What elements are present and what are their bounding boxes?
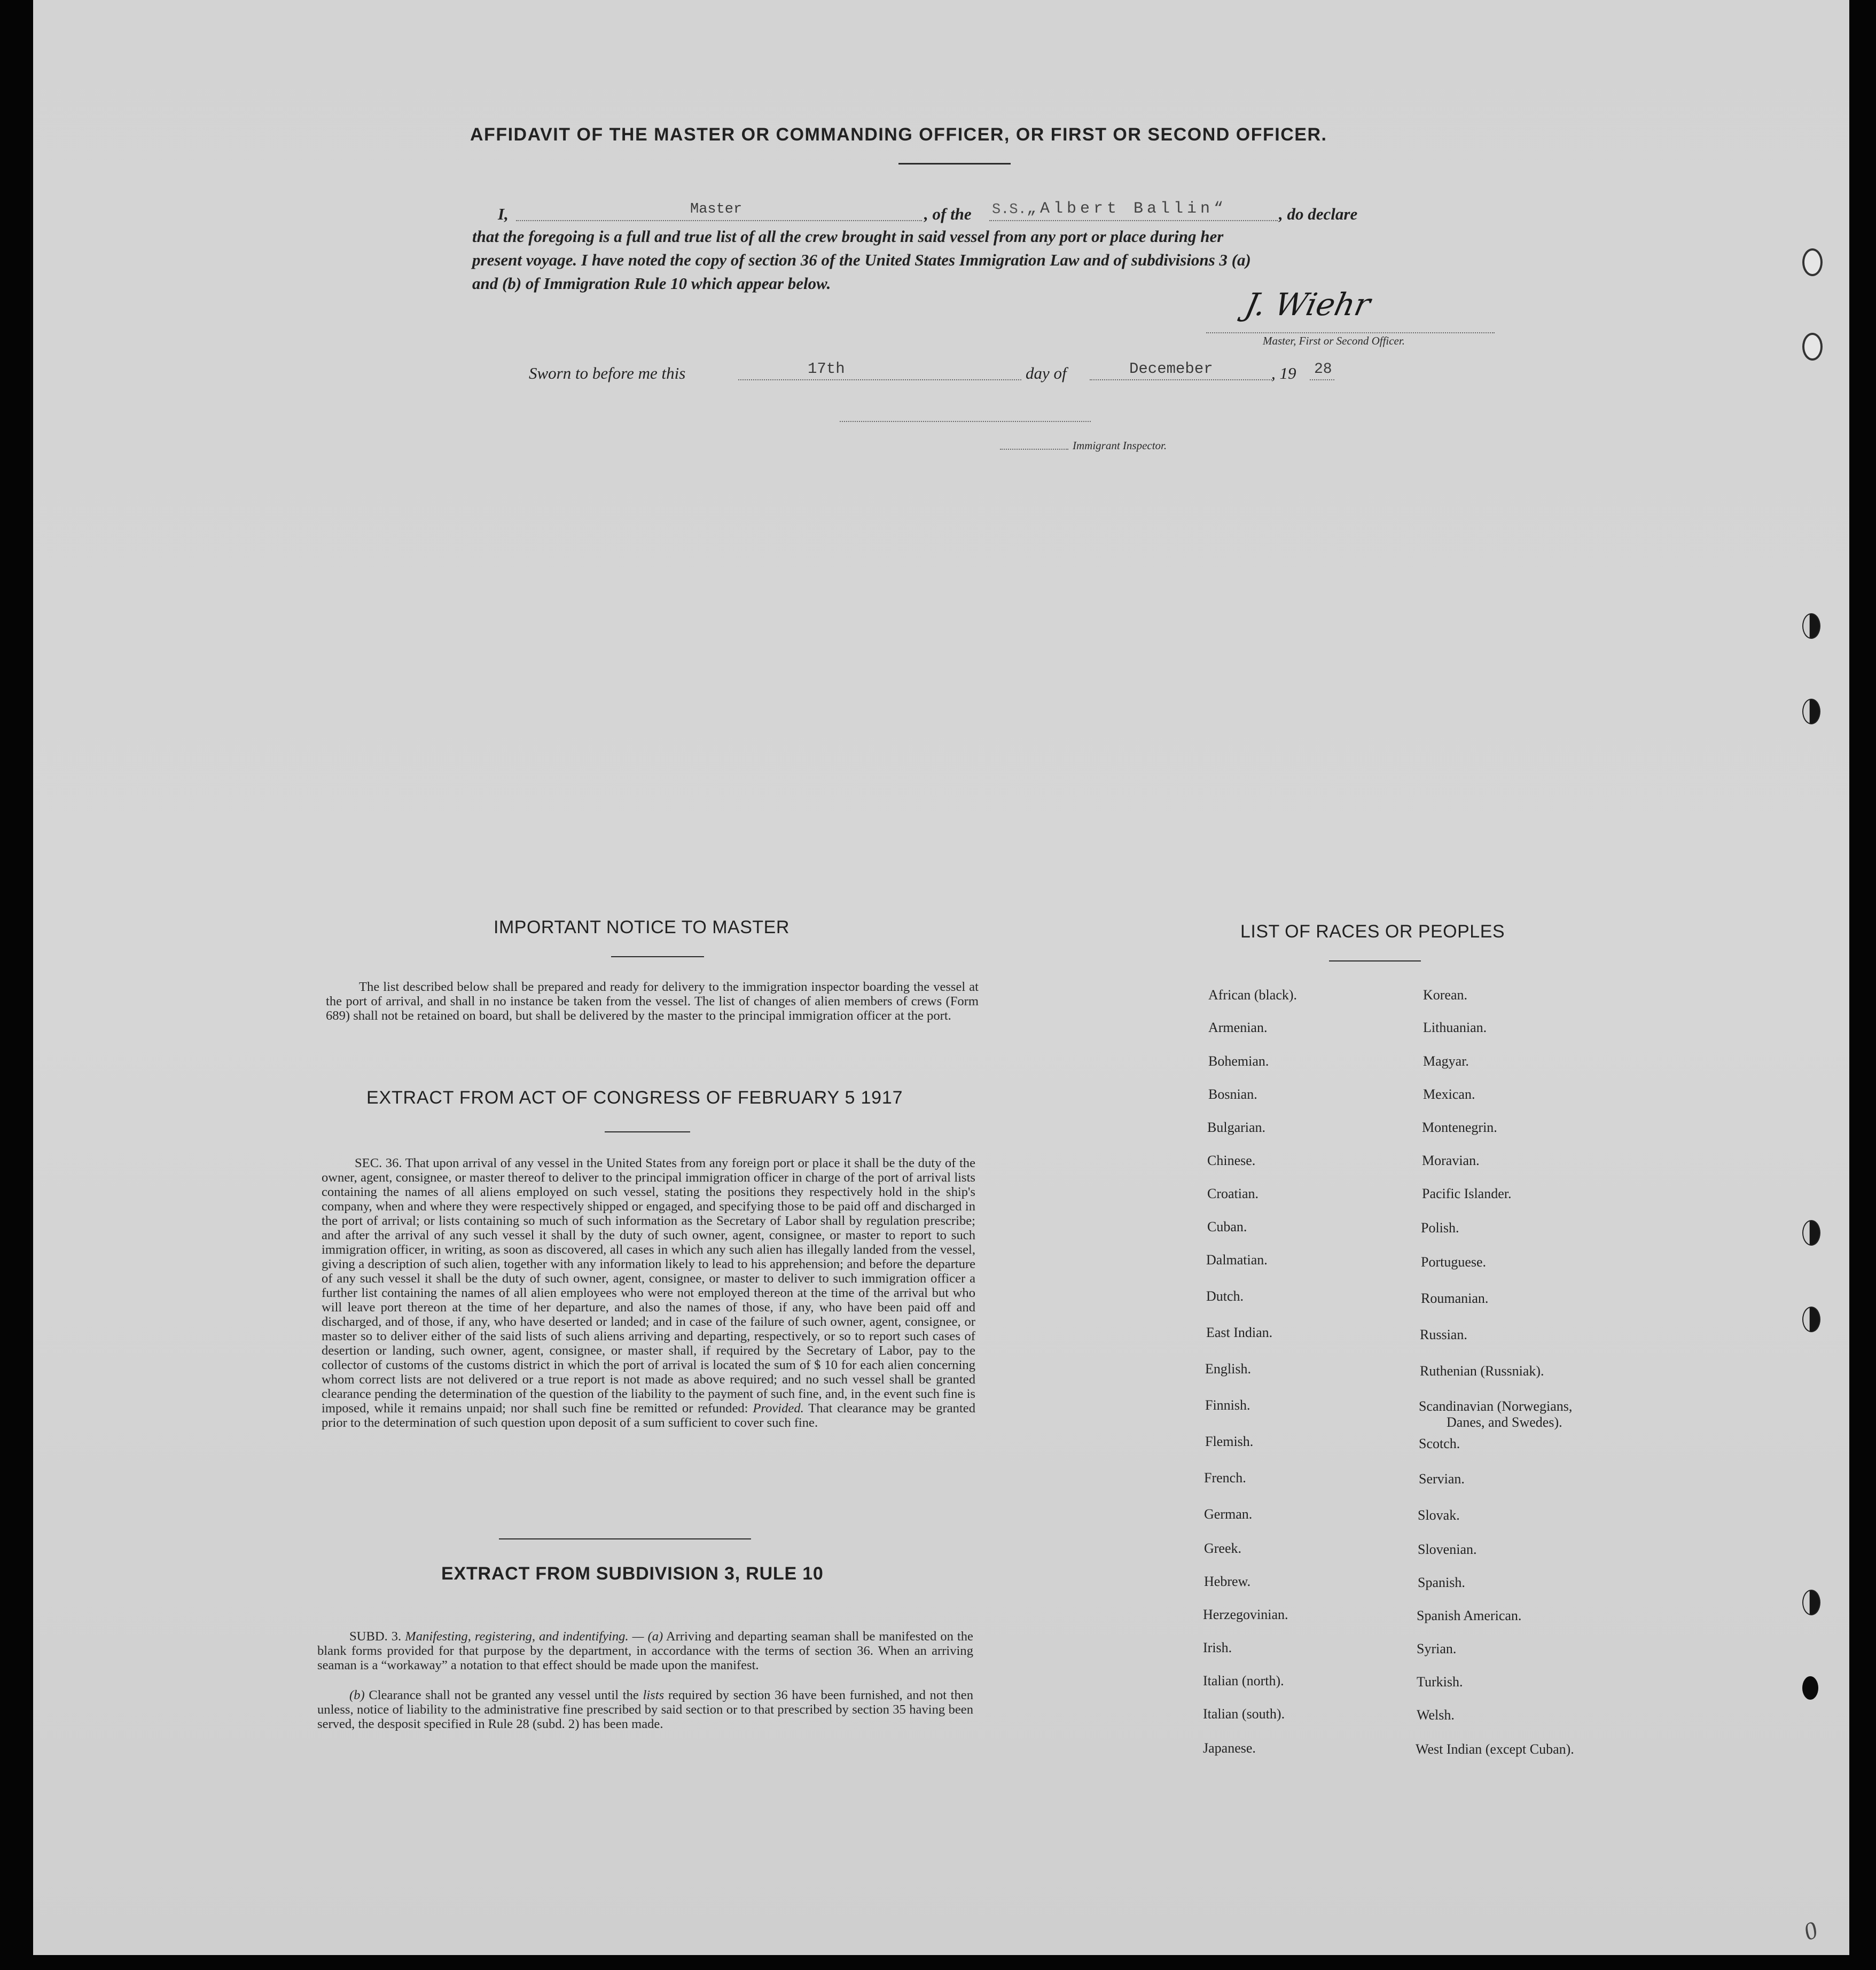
race-item: Spanish. [1418, 1575, 1465, 1590]
rule-subd-heading: Manifesting, registering, and indentifying. [405, 1629, 629, 1644]
rule-subd-b-label: (b) [349, 1688, 365, 1702]
punch-hole-icon [1802, 613, 1820, 639]
rule-subd-b-text-1: Clearance shall not be granted any vessel until the [369, 1688, 639, 1702]
race-item: Servian. [1419, 1471, 1465, 1487]
sworn-day-line [738, 379, 1021, 380]
of-the-label: , of the [924, 205, 972, 223]
punch-hole-icon [1802, 333, 1823, 361]
race-item: Bohemian. [1208, 1053, 1269, 1069]
race-item: Scandinavian (Norwegians, [1419, 1398, 1573, 1414]
race-item: Ruthenian (Russniak). [1420, 1363, 1544, 1379]
race-item: Armenian. [1208, 1020, 1268, 1035]
master-name-line [516, 220, 922, 221]
rule-subd-a-paragraph [317, 1629, 973, 1672]
do-declare-label: , do declare [1279, 205, 1358, 223]
rule-subd-a-text: Arriving and departing seaman shall be manifested on the blank forms provided for that purpose by the department, in accordance with the terms of section 36. When an arriving seaman is a “workaway” a notation to that effect should be made upon the manifest. [317, 1629, 973, 1672]
affidavit-body-line-2: present voyage. I have noted the copy of section 36 of the United States Immigration Law and of subdivisions 3 (a) [472, 251, 1251, 269]
race-item: Hebrew. [1204, 1574, 1251, 1589]
signature-line [1206, 332, 1495, 333]
notice-title: IMPORTANT NOTICE TO MASTER [494, 917, 790, 937]
affidavit-title-rule [898, 163, 1011, 165]
affidavit-title: AFFIDAVIT OF THE MASTER OR COMMANDING OFFICER, OR FIRST OR SECOND OFFICER. [470, 124, 1327, 145]
race-item: Pacific Islander. [1422, 1186, 1512, 1201]
race-item: Portuguese. [1421, 1254, 1487, 1270]
race-item: West Indian (except Cuban). [1416, 1741, 1574, 1757]
year-prefix-label: , 19 [1271, 364, 1296, 382]
punch-hole-icon [1802, 1307, 1820, 1332]
affidavit-body-line-1: that the foregoing is a full and true list of all the crew brought in said vessel from any port or place during her [472, 227, 1224, 246]
master-role-field: Master [690, 201, 742, 217]
race-item: Turkish. [1417, 1674, 1463, 1690]
act-extract-title-rule [605, 1131, 690, 1132]
race-item: Syrian. [1417, 1641, 1457, 1656]
race-item: Welsh. [1417, 1707, 1455, 1723]
race-item: Slovak. [1418, 1507, 1460, 1523]
notice-text: The list described below shall be prepared and ready for delivery to the immigration inspector boarding the vessel at the port of arrival, and shall in no instance be taken from the vessel. The list of changes of alien members of crews (Form 689) shall not be retained on board, but shall be delivered by the master to the principal immigration officer at the port. [326, 980, 979, 1023]
master-signature: J. Wiehr [1241, 286, 1374, 323]
race-item: Scotch. [1419, 1436, 1460, 1451]
act-section-36-text-end: That clearance may be granted prior to the determination of such question upon deposit of a sum sufficient to cover such fine. [322, 1401, 975, 1430]
race-item: Croatian. [1207, 1186, 1259, 1201]
race-item: Greek. [1204, 1541, 1242, 1556]
affidavit-body-line-3: and (b) of Immigration Rule 10 which appear below. [472, 274, 831, 293]
punch-hole-icon [1802, 1676, 1818, 1700]
race-item: Danes, and Swedes). [1447, 1414, 1562, 1430]
notice-title-rule [611, 956, 704, 957]
punch-hole-icon [1802, 699, 1820, 724]
ship-prefix-field: S.S. [992, 202, 1027, 218]
race-item: Montenegrin. [1422, 1120, 1497, 1135]
race-item: Cuban. [1207, 1219, 1247, 1234]
inspector-caption: Immigrant Inspector. [1073, 439, 1167, 452]
race-item: Russian. [1420, 1327, 1467, 1342]
race-item: Dutch. [1206, 1288, 1244, 1304]
race-item: African (black). [1208, 987, 1297, 1003]
races-title-rule [1329, 960, 1421, 961]
rule-subd-b-paragraph [317, 1688, 973, 1731]
punch-hole-icon [1802, 1590, 1820, 1615]
year-suffix-field: 28 [1314, 361, 1332, 378]
document-page [33, 0, 1849, 1955]
rule-extract-title: EXTRACT FROM SUBDIVISION 3, RULE 10 [441, 1564, 824, 1584]
rule-subd-b-lists: lists [643, 1688, 665, 1702]
rule-subd-a-label: — (a) [632, 1629, 663, 1644]
race-item: Chinese. [1207, 1153, 1256, 1168]
sworn-day-field: 17th [808, 360, 845, 378]
race-item: Irish. [1203, 1640, 1232, 1655]
race-item: East Indian. [1206, 1325, 1273, 1340]
race-item: Spanish American. [1417, 1608, 1522, 1623]
race-item: Finnish. [1205, 1397, 1250, 1413]
race-item: Herzegovinian. [1203, 1607, 1288, 1622]
sworn-month-field: Decemeber [1129, 360, 1213, 378]
race-item: German. [1204, 1506, 1253, 1522]
race-item: Korean. [1423, 987, 1468, 1003]
rule-subd-label: SUBD. 3. [349, 1629, 402, 1644]
inspector-line [1000, 449, 1068, 450]
act-extract-title: EXTRACT FROM ACT OF CONGRESS OF FEBRUARY 5 1917 [366, 1088, 903, 1108]
race-item: Magyar. [1423, 1053, 1469, 1069]
race-item: Slovenian. [1418, 1542, 1477, 1557]
corner-handwritten-mark: 0 [1800, 1916, 1822, 1946]
rule-subd-b-text-2: required by section 36 have been furnished, and not then unless, notice of liability to the administrative fine prescribed by said section or to that prescribed by section 35 having been served, the desposit specified in Rule 28 (subd. 2) has been made. [317, 1688, 974, 1731]
ship-name-field: „Albert Ballin“ [1027, 200, 1228, 218]
race-item: Polish. [1421, 1220, 1459, 1236]
sworn-month-line [1090, 379, 1274, 380]
race-item: Italian (south). [1203, 1706, 1285, 1722]
punch-hole-icon [1802, 1220, 1820, 1246]
act-section-36-text: SEC. 36. That upon arrival of any vessel in the United States from any foreign port or place it shall be the duty of the owner, agent, consignee, or master thereof to deliver to the principal immigration officer in charge of the port of arrival lists containing the names of all aliens employed on such vessel, stating the positions they respectively hold in the ship's company, when and where they were respectively shipped or engaged, and specifying those to be paid off and discharged in the port of arrival; or lists containing so much of such information as the Secretary of Labor shall by regulation prescribe; and after the arrival of any such vessel it shall by the duty of such owner, agent, consignee, or master to report to such immigration officer, in writing, as soon as discovered, all cases in which any such alien has illegally landed from the vessel, giving a description of such alien, together with any information likely to lead to his apprehension; and before the departure of any such vessel it shall be the duty of such owner, agent, consignee, or master to deliver to such immigration officer a further list containing the names of all alien employees who were not employed thereon at the time of the arrival but who will leave port thereon at the time of her departure, and also the names of those, if any, who have been paid off and discharged, and of those, if any, who have deserted or landed; and in case of the failure of such owner, agent, consignee, or master so to deliver either of the said lists of such aliens arriving and departing, respectively, or so to report such cases of desertion or landing, such owner, agent, consignee, or master shall, if required by the Secretary of Labor, pay to the collector of customs of the customs district in which the port of arrival is located the sum of $ 10 for each alien concerning whom correct lists are not delivered or a true report is not made as above required; and no such vessel shall be granted clearance pending the determination of the question of the liability to the payment of such fine, and, in the event such fine is imposed, while it remains unpaid; nor shall such fine be remitted or refunded: [322, 1156, 975, 1416]
race-item: English. [1205, 1361, 1251, 1377]
act-extract-end-rule [499, 1538, 751, 1539]
race-item: Japanese. [1203, 1740, 1256, 1756]
races-title: LIST OF RACES OR PEOPLES [1240, 921, 1505, 942]
day-of-label: day of [1026, 364, 1067, 382]
race-item: Lithuanian. [1423, 1020, 1487, 1035]
inspector-line-upper [840, 421, 1091, 422]
act-provided-word: Provided. [753, 1401, 804, 1416]
race-item: Mexican. [1423, 1086, 1475, 1102]
sworn-label: Sworn to before me this [529, 364, 686, 382]
race-item: Bosnian. [1208, 1086, 1257, 1102]
act-extract-text [322, 1156, 975, 1430]
punch-hole-icon [1802, 248, 1823, 276]
affidavit-pronoun: I, [498, 205, 509, 223]
race-item: Italian (north). [1203, 1673, 1284, 1688]
race-item: French. [1204, 1470, 1246, 1486]
ship-name-line [989, 220, 1278, 221]
race-item: Bulgarian. [1207, 1120, 1266, 1135]
race-item: Moravian. [1422, 1153, 1480, 1168]
signature-caption: Master, First or Second Officer. [1263, 334, 1405, 347]
year-line [1310, 379, 1334, 380]
race-item: Flemish. [1205, 1434, 1254, 1449]
race-item: Roumanian. [1421, 1291, 1489, 1306]
race-item: Dalmatian. [1206, 1252, 1268, 1268]
